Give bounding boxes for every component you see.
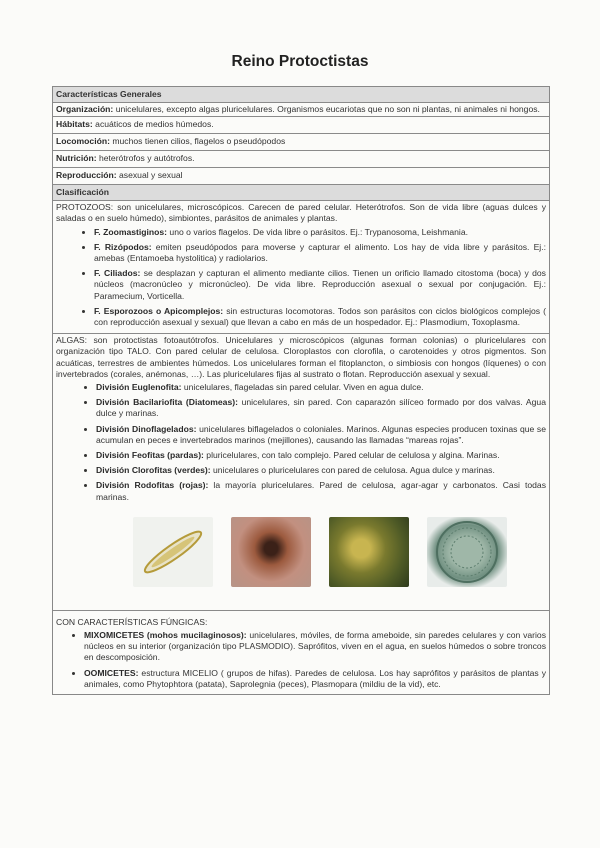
list-item xyxy=(96,397,546,419)
item-text: unicelulares, sin pared. Con caparazón silíceo formado por dos valvas. Agua dulce y marinas. xyxy=(96,397,546,419)
organizacion-label: Organización: xyxy=(56,104,114,114)
document-table xyxy=(52,86,550,695)
brown-algae-photo xyxy=(329,517,409,587)
item-name: MIXOMICETES (mohos mucilaginosos): xyxy=(84,630,247,641)
list-item xyxy=(94,268,546,302)
list-item xyxy=(96,382,546,393)
list-item xyxy=(94,227,546,238)
reproduccion-label: Reproducción: xyxy=(56,170,117,181)
section-heading-clasificacion: Clasificación xyxy=(53,185,549,201)
list-item xyxy=(84,630,546,664)
nutricion-label: Nutrición: xyxy=(56,153,97,164)
habitats-label: Hábitats: xyxy=(56,119,93,130)
diatom-micrograph xyxy=(427,517,507,587)
item-name: División Bacilariofita (Diatomeas): xyxy=(96,397,238,408)
item-text: unicelulares, flageladas sin pared celular. Viven en agua dulce. xyxy=(181,382,424,393)
diatom-drawing xyxy=(427,517,507,587)
euglena-micrograph xyxy=(133,517,213,587)
item-name: F. Rizópodos: xyxy=(94,241,152,252)
row-habitats xyxy=(53,117,549,134)
protozoos-section xyxy=(53,201,549,334)
protozoos-intro: PROTOZOOS: son unicelulares, microscópicos. Carecen de pared celular. Heterótrofos. Son de vida libre (aguas dulces y saladas o en suelo húmedo), simbiontes, parásitos de animales y plantas. xyxy=(56,202,546,224)
item-text: estructura MICELIO ( grupos de hifas). Paredes de celulosa. Los hay saprófitos y parásitos de plantas y animales, como Phytophtora (patata), Saprolegnia (peces), Plasmopara (mildiu de la vid), etc. xyxy=(84,667,546,689)
locomocion-text: muchos tienen cilios, flagelos o pseudópodos xyxy=(109,136,286,147)
list-item xyxy=(94,306,546,328)
red-algae-photo xyxy=(231,517,311,587)
item-text: unicelulares biflagelados o coloniales. Marinos. Algunas especies producen toxinas que se acumulan en peces e invertebrados marinos (mejillones), causando las llamadas “mareas rojas”. xyxy=(96,423,546,445)
habitats-text: acuáticos de medios húmedos. xyxy=(92,119,214,130)
algas-intro: ALGAS: son protoctistas fotoautótrofos. Unicelulares y microscópicos (algunas forman colonias) o pluricelulares con organización tipo TALO. Con pared celular de celulosa. Cloroplastos con clorofila, o carotenoides y otros pigmentos. Son acuáticas, terrestres de ambientes húmedos. Los unicelulares forman el fitoplancton, o simbiosis con hongos (líquenes) o con invertebrados (corales, anémonas, …). Las pluricelulares fijas al sustrato o flotan. Reproducción asexual y sexual. xyxy=(56,335,546,379)
organizacion-text: unicelulares, excepto algas pluricelulares. Organismos eucariotas que no son ni plantas, ni animales ni hongos. xyxy=(113,104,540,114)
item-text: uno o varios flagelos. De vida libre o parásitos. Ej.: Trypanosoma, Leishmania. xyxy=(167,226,468,237)
list-item xyxy=(96,424,546,446)
page-title: Reino Protoctistas xyxy=(231,53,369,70)
euglena-drawing xyxy=(133,517,213,587)
fungicas-list xyxy=(56,630,546,690)
item-name: División Dinoflagelados: xyxy=(96,423,197,434)
item-name: División Clorofitas (verdes): xyxy=(96,465,211,476)
section-heading-generales: Características Generales xyxy=(53,87,549,103)
algas-list xyxy=(56,382,546,503)
list-item xyxy=(94,242,546,264)
item-text: emiten pseudópodos para moverse y capturar el alimento. Los hay de vida libre y parásitos. Ej.: amebas (Entamoeba hystolitica) y radiolarios. xyxy=(94,241,546,264)
locomocion-label: Locomoción: xyxy=(56,136,110,147)
reproduccion-text: asexual y sexual xyxy=(116,170,183,181)
algae-photos xyxy=(56,507,546,609)
fungicas-intro: CON CARACTERÍSTICAS FÚNGICAS: xyxy=(56,616,208,627)
item-name: División Rodofitas (rojas): xyxy=(96,480,209,491)
list-item xyxy=(96,450,546,461)
list-item xyxy=(96,480,546,502)
item-text: la mayoría pluricelulares. Pared de celulosa, agar-agar y carbonatos. Casi todas marinas. xyxy=(96,480,546,502)
item-name: OOMICETES: xyxy=(84,667,139,678)
row-nutricion xyxy=(53,151,549,168)
row-organizacion xyxy=(53,103,549,117)
list-item xyxy=(96,465,546,476)
item-text: unicelulares, móviles, de forma ameboide, sin paredes celulares y con varios núcleos en su interior (organización tipo PLASMODIO). Saprófitos, viven en el agua, en suelos húmedos o sobre troncos en descomposición. xyxy=(84,630,546,663)
item-text: pluricelulares, con talo complejo. Pared celular de celulosa y algina. Marinas. xyxy=(203,450,500,461)
item-name: F. Ciliados: xyxy=(94,268,141,279)
algas-section xyxy=(53,334,549,610)
fungicas-section xyxy=(53,610,549,690)
item-name: División Feofitas (pardas): xyxy=(96,450,204,461)
item-name: F. Esporozoos o Apicomplejos: xyxy=(94,305,224,316)
protozoos-list xyxy=(56,227,546,329)
item-text: unicelulares o pluricelulares con pared de celulosa. Agua dulce y marinas. xyxy=(210,465,495,476)
nutricion-text: heterótrofos y autótrofos. xyxy=(96,153,195,164)
item-name: F. Zoomastiginos: xyxy=(94,226,168,237)
row-reproduccion xyxy=(53,168,549,185)
row-locomocion xyxy=(53,134,549,151)
item-text: se desplazan y capturan el alimento mediante cilios. Tienen un orificio llamado citostoma (boca) y dos núcleos (macronúcleo y micronúcleo). De vida libre. Reproducción asexual o sexual por conjugación. Ej.: Paramecium, Vorticella. xyxy=(94,268,546,301)
item-text: sin estructuras locomotoras. Todos son parásitos con ciclos biológicos complejos ( con reproducción asexual y sexual) que llevan a cabo en más de un hospedador. Ej.: Plasmodium, Toxoplasma. xyxy=(94,305,546,328)
item-name: División Euglenofita: xyxy=(96,382,182,393)
list-item xyxy=(84,668,546,690)
